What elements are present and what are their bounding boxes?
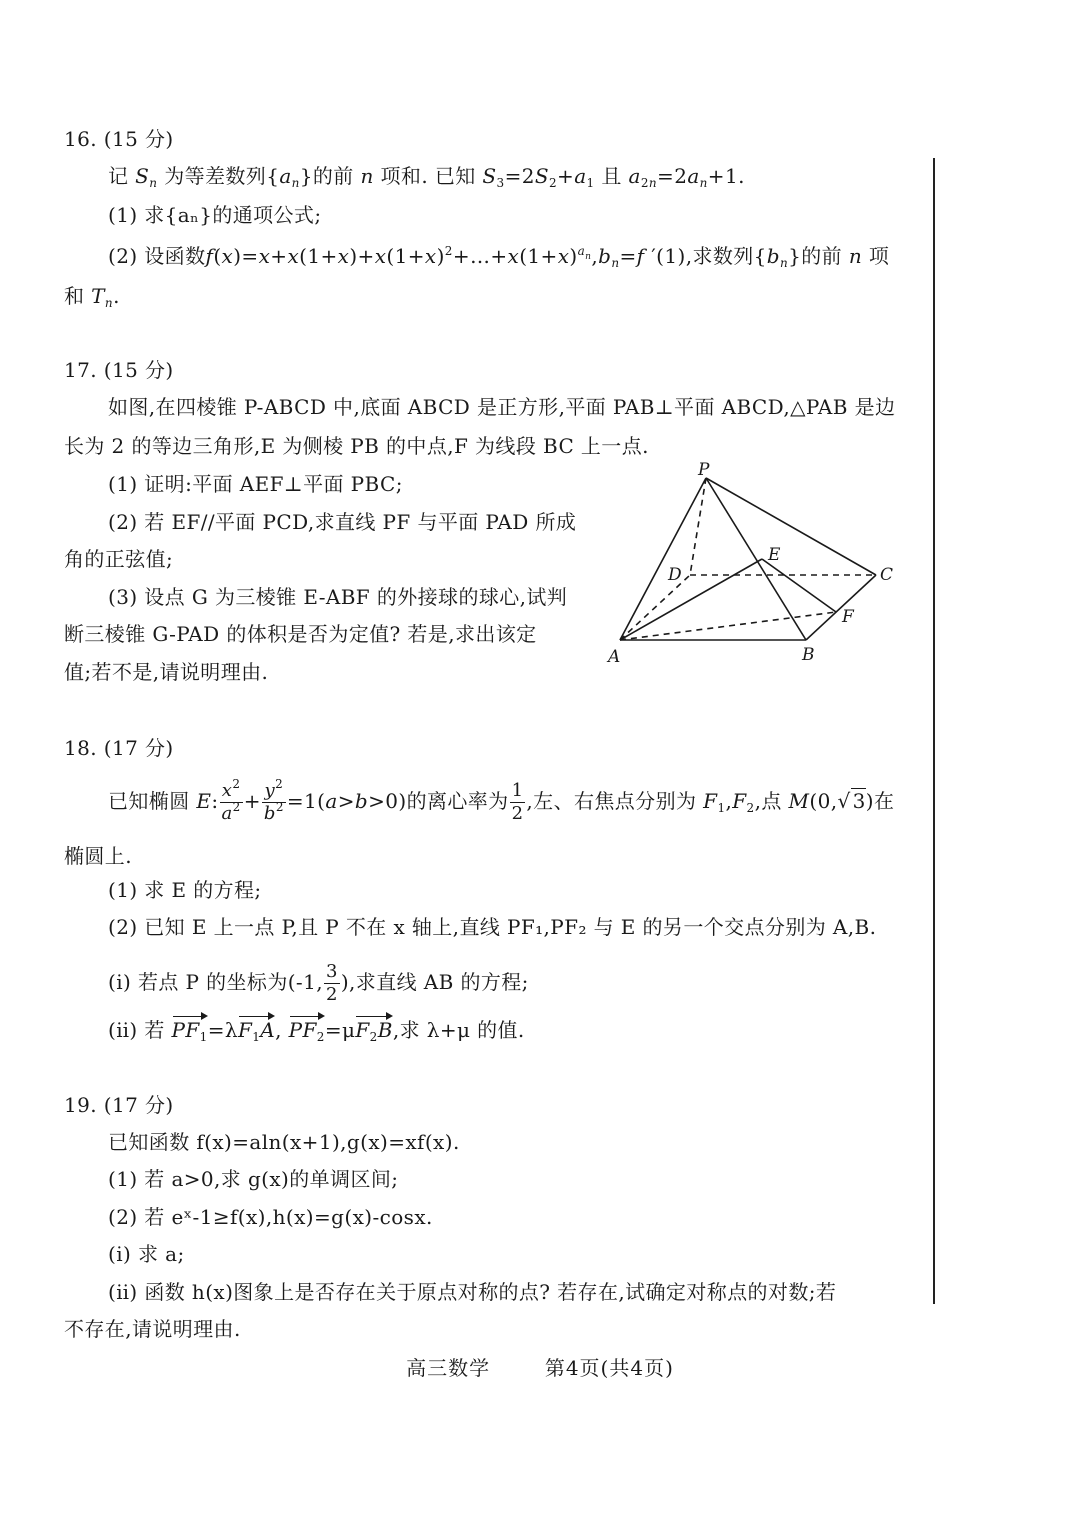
q17-part1: (1) 证明:平面 AEF⊥平面 PBC; xyxy=(108,472,403,496)
margin-rule xyxy=(933,158,935,1304)
q16-part1: (1) 求{aₙ}的通项公式; xyxy=(108,203,322,227)
q19-header: 19. (17 分) xyxy=(64,1093,174,1117)
q18-part2: (2) 已知 E 上一点 P,且 P 不在 x 轴上,直线 PF₁,PF₂ 与 E 的另一个交点分别为 A,B. xyxy=(108,915,877,939)
q19-intro: 已知函数 f(x)=aln(x+1),g(x)=xf(x). xyxy=(108,1130,460,1154)
q18-part2-i: (ⅰ) 若点 P 的坐标为(-1, $\frac{3}{2}$ ),求直线 AB 的方程; xyxy=(108,961,529,1005)
pyramid-figure xyxy=(596,462,908,678)
label-P: P xyxy=(698,462,710,480)
q17-part3-line2: 断三棱锥 G-PAD 的体积是否为定值? 若是,求出该定 xyxy=(64,622,537,646)
edge-PC xyxy=(706,478,876,575)
q16-part2-tail: 和 $T_n$. xyxy=(64,284,120,310)
q18-part2-ii: (ⅱ) 若 $PF_1=\lambda F_1A$, $PF_2=\mu F_2B$,求 λ+μ 的值. xyxy=(108,1018,525,1044)
q18-intro: 已知椭圆 E: $\frac{x^2}{a^2}$ + $\frac{y^2}{b^2}$ =1(a>b>0)的离心率为 $\frac{1}{2}$ ,左、右焦点分别为 $F_1,F_2$,点 M(0,√ 3)在 xyxy=(108,777,895,824)
label-E: E xyxy=(768,545,781,565)
q18-intro-line2: 椭圆上. xyxy=(64,844,132,868)
q17-part3-line1: (3) 设点 G 为三棱锥 E-ABF 的外接球的球心,试判 xyxy=(108,585,568,609)
q19-part2-i: (ⅰ) 求 a; xyxy=(108,1242,185,1266)
q17-intro-line1: 如图,在四棱锥 P-ABCD 中,底面 ABCD 是正方形,平面 PAB⊥平面 ABCD,△PAB 是边 xyxy=(108,395,896,419)
q19-part2-ii-line1: (ⅱ) 函数 h(x)图象上是否存在关于原点对称的点? 若存在,试确定对称点的对数;若 xyxy=(108,1280,837,1304)
q19-part2-ii-line2: 不存在,请说明理由. xyxy=(64,1317,241,1341)
label-D: D xyxy=(668,565,682,585)
label-F: F xyxy=(842,607,854,627)
q19-part2: (2) 若 eˣ-1≥f(x),h(x)=g(x)-cosx. xyxy=(108,1205,433,1229)
q16-header: 16. (15 分) xyxy=(64,127,174,151)
edge-PB xyxy=(706,478,806,640)
q16-part2: (2) 设函数$f(x)=x+x(1+x)+x(1+x)^2+\dots+x(1+x)^{a_n},b_n=f$ ′(1),求数列$\{b_n\}$的前 n 项 xyxy=(108,244,890,270)
q19-part1: (1) 若 a>0,求 g(x)的单调区间; xyxy=(108,1167,399,1191)
label-C: C xyxy=(880,565,894,585)
q17-part2-line2: 角的正弦值; xyxy=(64,547,174,571)
footer-subject: 高三数学 xyxy=(406,1356,491,1380)
page-footer xyxy=(0,1352,1080,1381)
q17-part3-line3: 值;若不是,请说明理由. xyxy=(64,660,269,684)
edge-BC xyxy=(806,575,876,640)
q16-intro: 记 $S_n$ 为等差数列$\{a_n\}$的前 n 项和. 已知 $S_3=2S_2+a_1$ 且 $a_{2n}=2a_n+1$. xyxy=(108,164,745,190)
q18-part1: (1) 求 E 的方程; xyxy=(108,878,262,902)
label-B: B xyxy=(802,645,815,665)
q17-intro-line2: 长为 2 的等边三角形,E 为侧棱 PB 的中点,F 为线段 BC 上一点. xyxy=(64,434,649,458)
footer-page-number: 第4页(共4页) xyxy=(544,1356,674,1380)
label-A: A xyxy=(608,647,621,667)
q17-part2-line1: (2) 若 EF//平面 PCD,求直线 PF 与平面 PAD 所成 xyxy=(108,510,577,534)
q17-header: 17. (15 分) xyxy=(64,358,174,382)
q18-header: 18. (17 分) xyxy=(64,736,174,760)
